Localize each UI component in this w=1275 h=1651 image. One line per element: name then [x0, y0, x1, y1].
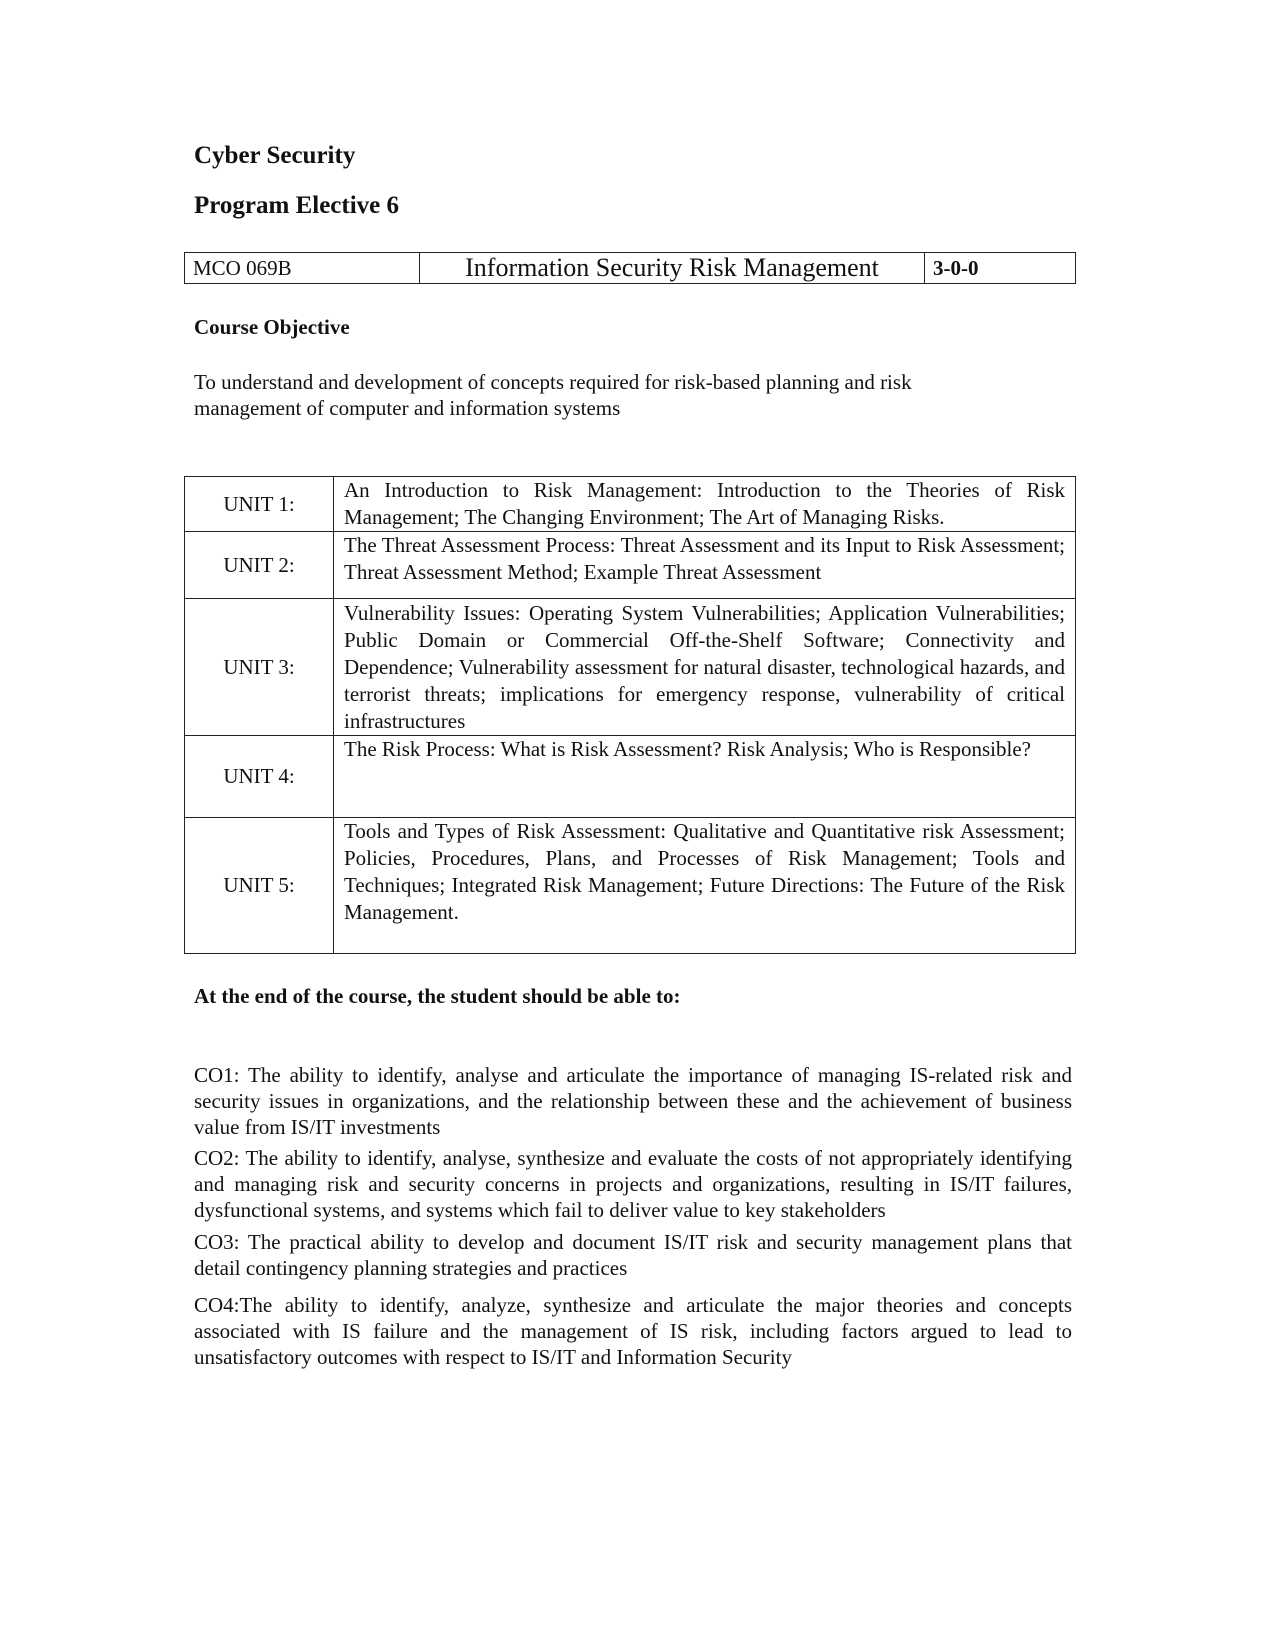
program-elective-heading: Program Elective 6: [194, 192, 400, 219]
course-outcome-item: CO4:The ability to identify, analyze, synthesize and articulate the major theories and concepts associated with IS failure and the management of IS risk, including factors argued to lead to unsatisfactory outcomes with respect to IS/IT and Information Security: [194, 1293, 1072, 1369]
unit-row: [185, 736, 1076, 818]
course-outcomes-heading: At the end of the course, the student should be able to:: [194, 984, 681, 1008]
course-code: MCO 069B: [185, 253, 420, 284]
course-outcome-item: CO3: The practical ability to develop and document IS/IT risk and security management plans that detail contingency planning strategies and practices: [194, 1230, 1072, 1280]
unit-label: UNIT 3:: [185, 599, 334, 736]
course-code-row: [185, 253, 1076, 284]
course-objective-heading: Course Objective: [194, 315, 350, 339]
unit-label: UNIT 1:: [185, 477, 334, 532]
unit-row: [185, 818, 1076, 954]
unit-description: The Risk Process: What is Risk Assessment? Risk Analysis; Who is Responsible?: [334, 736, 1076, 818]
unit-label: UNIT 2:: [185, 532, 334, 599]
course-objective-text: To understand and development of concepts required for risk-based planning and risk management of computer and information systems: [194, 370, 912, 420]
units-table: [184, 476, 1076, 954]
unit-description: An Introduction to Risk Management: Introduction to the Theories of Risk Management; The Changing Environment; The Art of Managing Risks.: [334, 477, 1076, 532]
unit-row: [185, 532, 1076, 599]
unit-description: Vulnerability Issues: Operating System Vulnerabilities; Application Vulnerabilities; Public Domain or Commercial Off-the-Shelf Software; Connectivity and Dependence; Vulnerability assessment for natural disaster, technological hazards, and terrorist threats; implications for emergency response, vulnerability of critical infrastructures: [334, 599, 1076, 736]
course-name: Information Security Risk Management: [420, 253, 925, 284]
unit-description: The Threat Assessment Process: Threat Assessment and its Input to Risk Assessment; Threat Assessment Method; Example Threat Assessment: [334, 532, 1076, 599]
document-title: Cyber Security: [194, 142, 356, 169]
unit-description: Tools and Types of Risk Assessment: Qualitative and Quantitative risk Assessment; Policies, Procedures, Plans, and Processes of Risk Management; Tools and Techniques; Integrated Risk Management; Future Directions: The Future of the Risk Management.: [334, 818, 1076, 954]
course-credits: 3-0-0: [925, 253, 1076, 284]
course-outcome-item: CO1: The ability to identify, analyse and articulate the importance of managing IS-related risk and security issues in organizations, and the relationship between these and the achievement of business value from IS/IT investments: [194, 1063, 1072, 1139]
unit-label: UNIT 4:: [185, 736, 334, 818]
unit-label: UNIT 5:: [185, 818, 334, 954]
unit-row: [185, 477, 1076, 532]
course-outcome-item: CO2: The ability to identify, analyse, synthesize and evaluate the costs of not appropriately identifying and managing risk and security concerns in projects and organizations, resulting in IS/IT failures, dysfunctional systems, and systems which fail to deliver value to key stakeholders: [194, 1146, 1072, 1222]
course-code-table: [184, 252, 1076, 284]
unit-row: [185, 599, 1076, 736]
